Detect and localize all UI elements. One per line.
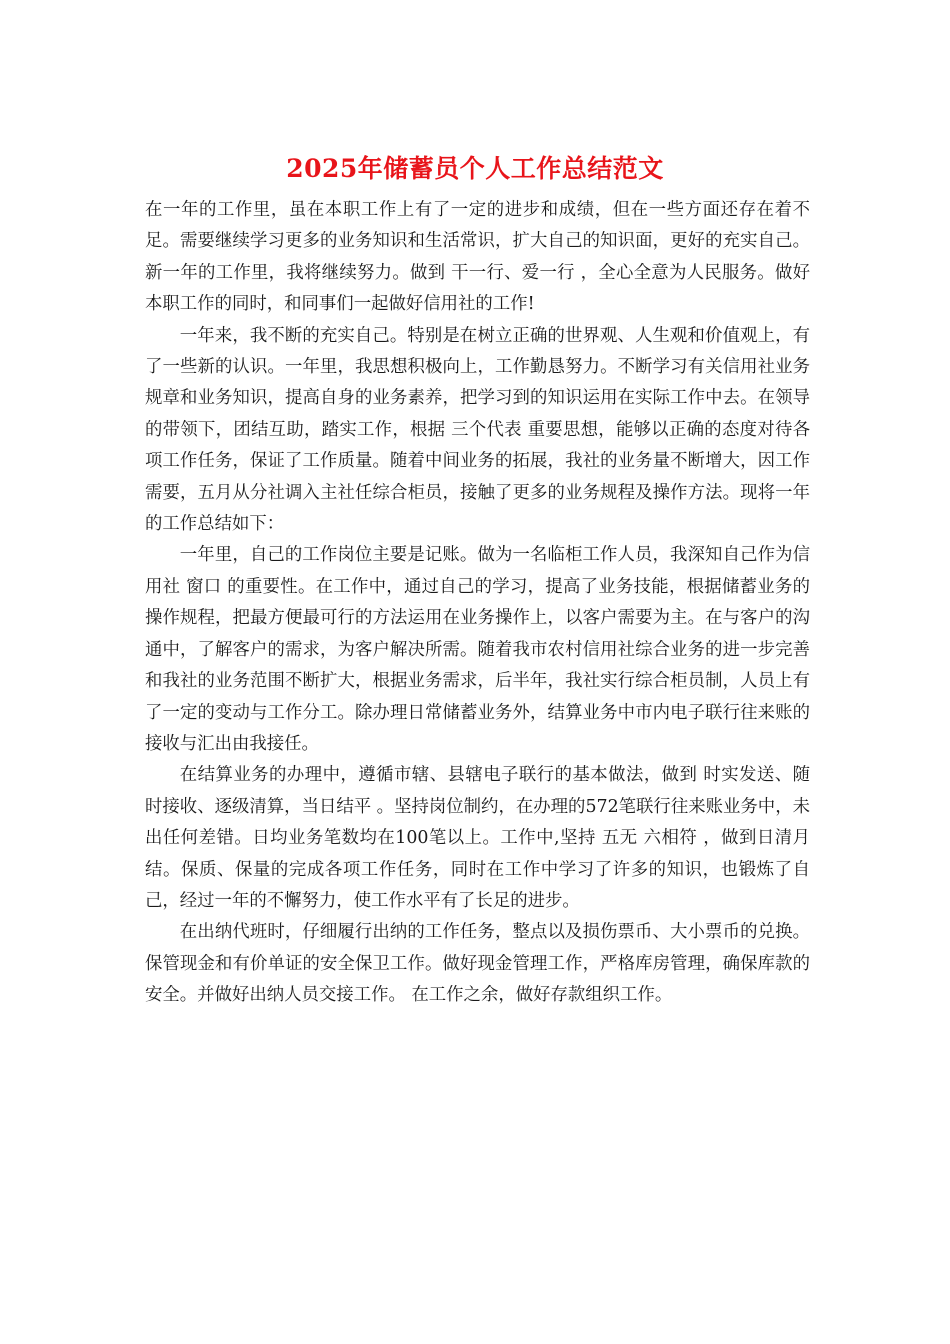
document-body <box>145 195 810 1012</box>
paragraph-3: 一年里，自己的工作岗位主要是记账。做为一名临柜工作人员，我深知自己作为信用社 窗口 的重要性。在工作中，通过自己的学习，提高了业务技能，根据储蓄业务的操作规程，把最方便最可行的方法运用在业务操作上，以客户需要为主。在与客户的沟通中，了解客户的需求，为客户解决所需。随着我市农村信用社综合业务的进一步完善和我社的业务范围不断扩大，根据业务需求，后半年，我社实行综合柜员制，人员上有了一定的变动与工作分工。除办理日常储蓄业务外，结算业务中市内电子联行往来账的接收与汇出由我接任。 <box>145 545 810 754</box>
paragraph-5: 在出纳代班时，仔细履行出纳的工作任务，整点以及损伤票币、大小票币的兑换。保管现金和有价单证的安全保卫工作。做好现金管理工作，严格库房管理，确保库款的安全。并做好出纳人员交接工作。 在工作之余，做好存款组织工作。 <box>145 922 810 1006</box>
paragraph-1: 在一年的工作里，虽在本职工作上有了一定的进步和成绩，但在一些方面还存在着不足。需要继续学习更多的业务知识和生活常识，扩大自己的知识面，更好的充实自己。新一年的工作里，我将继续努力。做到 干一行、爱一行 ，全心全意为人民服务。做好本职工作的同时，和同事们一起做好信用社的工作! <box>145 200 810 315</box>
paragraph-4: 在结算业务的办理中，遵循市辖、县辖电子联行的基本做法，做到 时实发送、随时接收、逐级清算，当日结平 。坚持岗位制约，在办理的572笔联行往来账业务中，未出任何差错。日均业务笔数均在100笔以上。工作中,坚持 五无 六相符 ，做到日清月结。保质、保量的完成各项工作任务，同时在工作中学习了许多的知识，也锻炼了自己，经过一年的不懈努力，使工作水平有了长足的进步。 <box>145 765 810 911</box>
paragraph-2: 一年来，我不断的充实自己。特别是在树立正确的世界观、人生观和价值观上，有了一些新的认识。一年里，我思想积极向上，工作勤恳努力。不断学习有关信用社业务规章和业务知识，提高自身的业务素养，把学习到的知识运用在实际工作中去。在领导的带领下，团结互助，踏实工作，根据 三个代表 重要思想，能够以正确的态度对待各项工作任务，保证了工作质量。随着中间业务的拓展，我社的业务量不断增大，因工作需要，五月从分社调入主社任综合柜员，接触了更多的业务规程及操作方法。现将一年的工作总结如下： <box>145 325 810 535</box>
document-title: 2025年储蓄员个人工作总结范文 <box>286 154 664 183</box>
